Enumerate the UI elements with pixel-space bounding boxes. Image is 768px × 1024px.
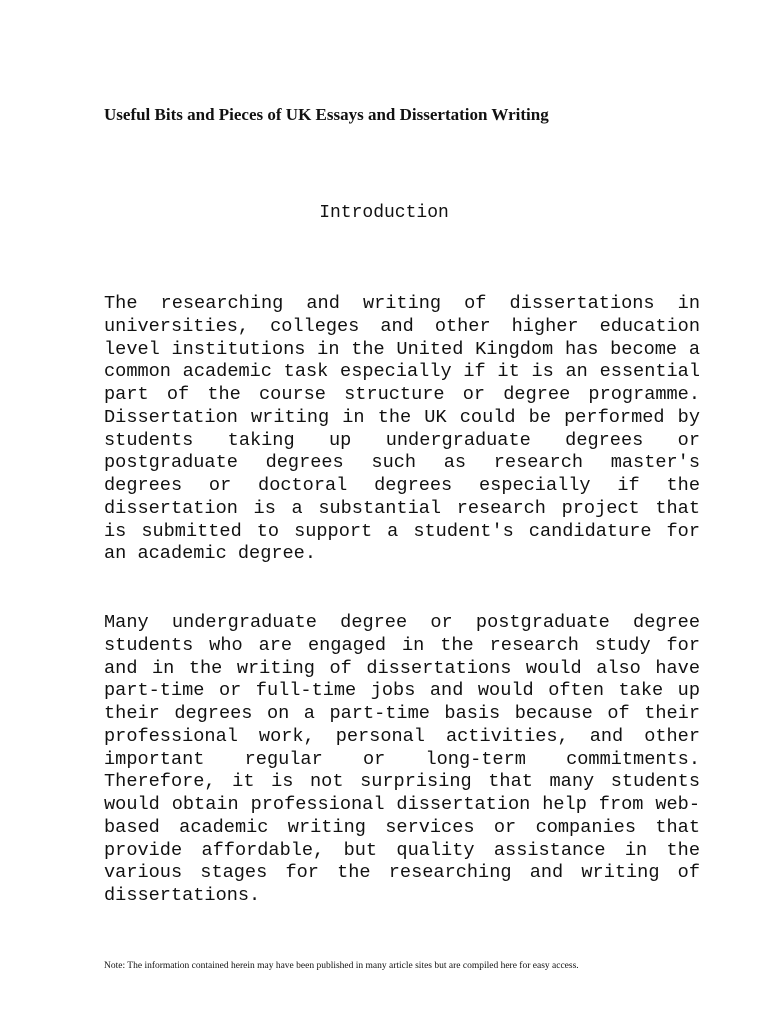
section-heading: Introduction [319, 203, 449, 223]
document-title: Useful Bits and Pieces of UK Essays and Dissertation Writing [104, 105, 549, 124]
footnote: Note: The information contained herein may have been published in many article sites but are compiled here for easy access. [104, 961, 579, 971]
body-paragraph: Many undergraduate degree or postgraduate degree students who are engaged in the research study for and in the writing of dissertations would also have part-time or full-time jobs and would often take up their degrees on a part-time basis because of their professional work, personal activities, and other important regular or long-term commitments. Therefore, it is not surprising that many students would obtain professional dissertation help from web-based academic writing services or companies that provide affordable, but quality assistance in the various stages for the researching and writing of dissertations. [104, 612, 700, 906]
body-paragraph: The researching and writing of dissertations in universities, colleges and other higher education level institutions in the United Kingdom has become a common academic task especially if it is an essential part of the course structure or degree programme. Dissertation writing in the UK could be performed by students taking up undergraduate degrees or postgraduate degrees such as research master's degrees or doctoral degrees especially if the dissertation is a substantial research project that is submitted to support a student's candidature for an academic degree. [104, 293, 700, 565]
